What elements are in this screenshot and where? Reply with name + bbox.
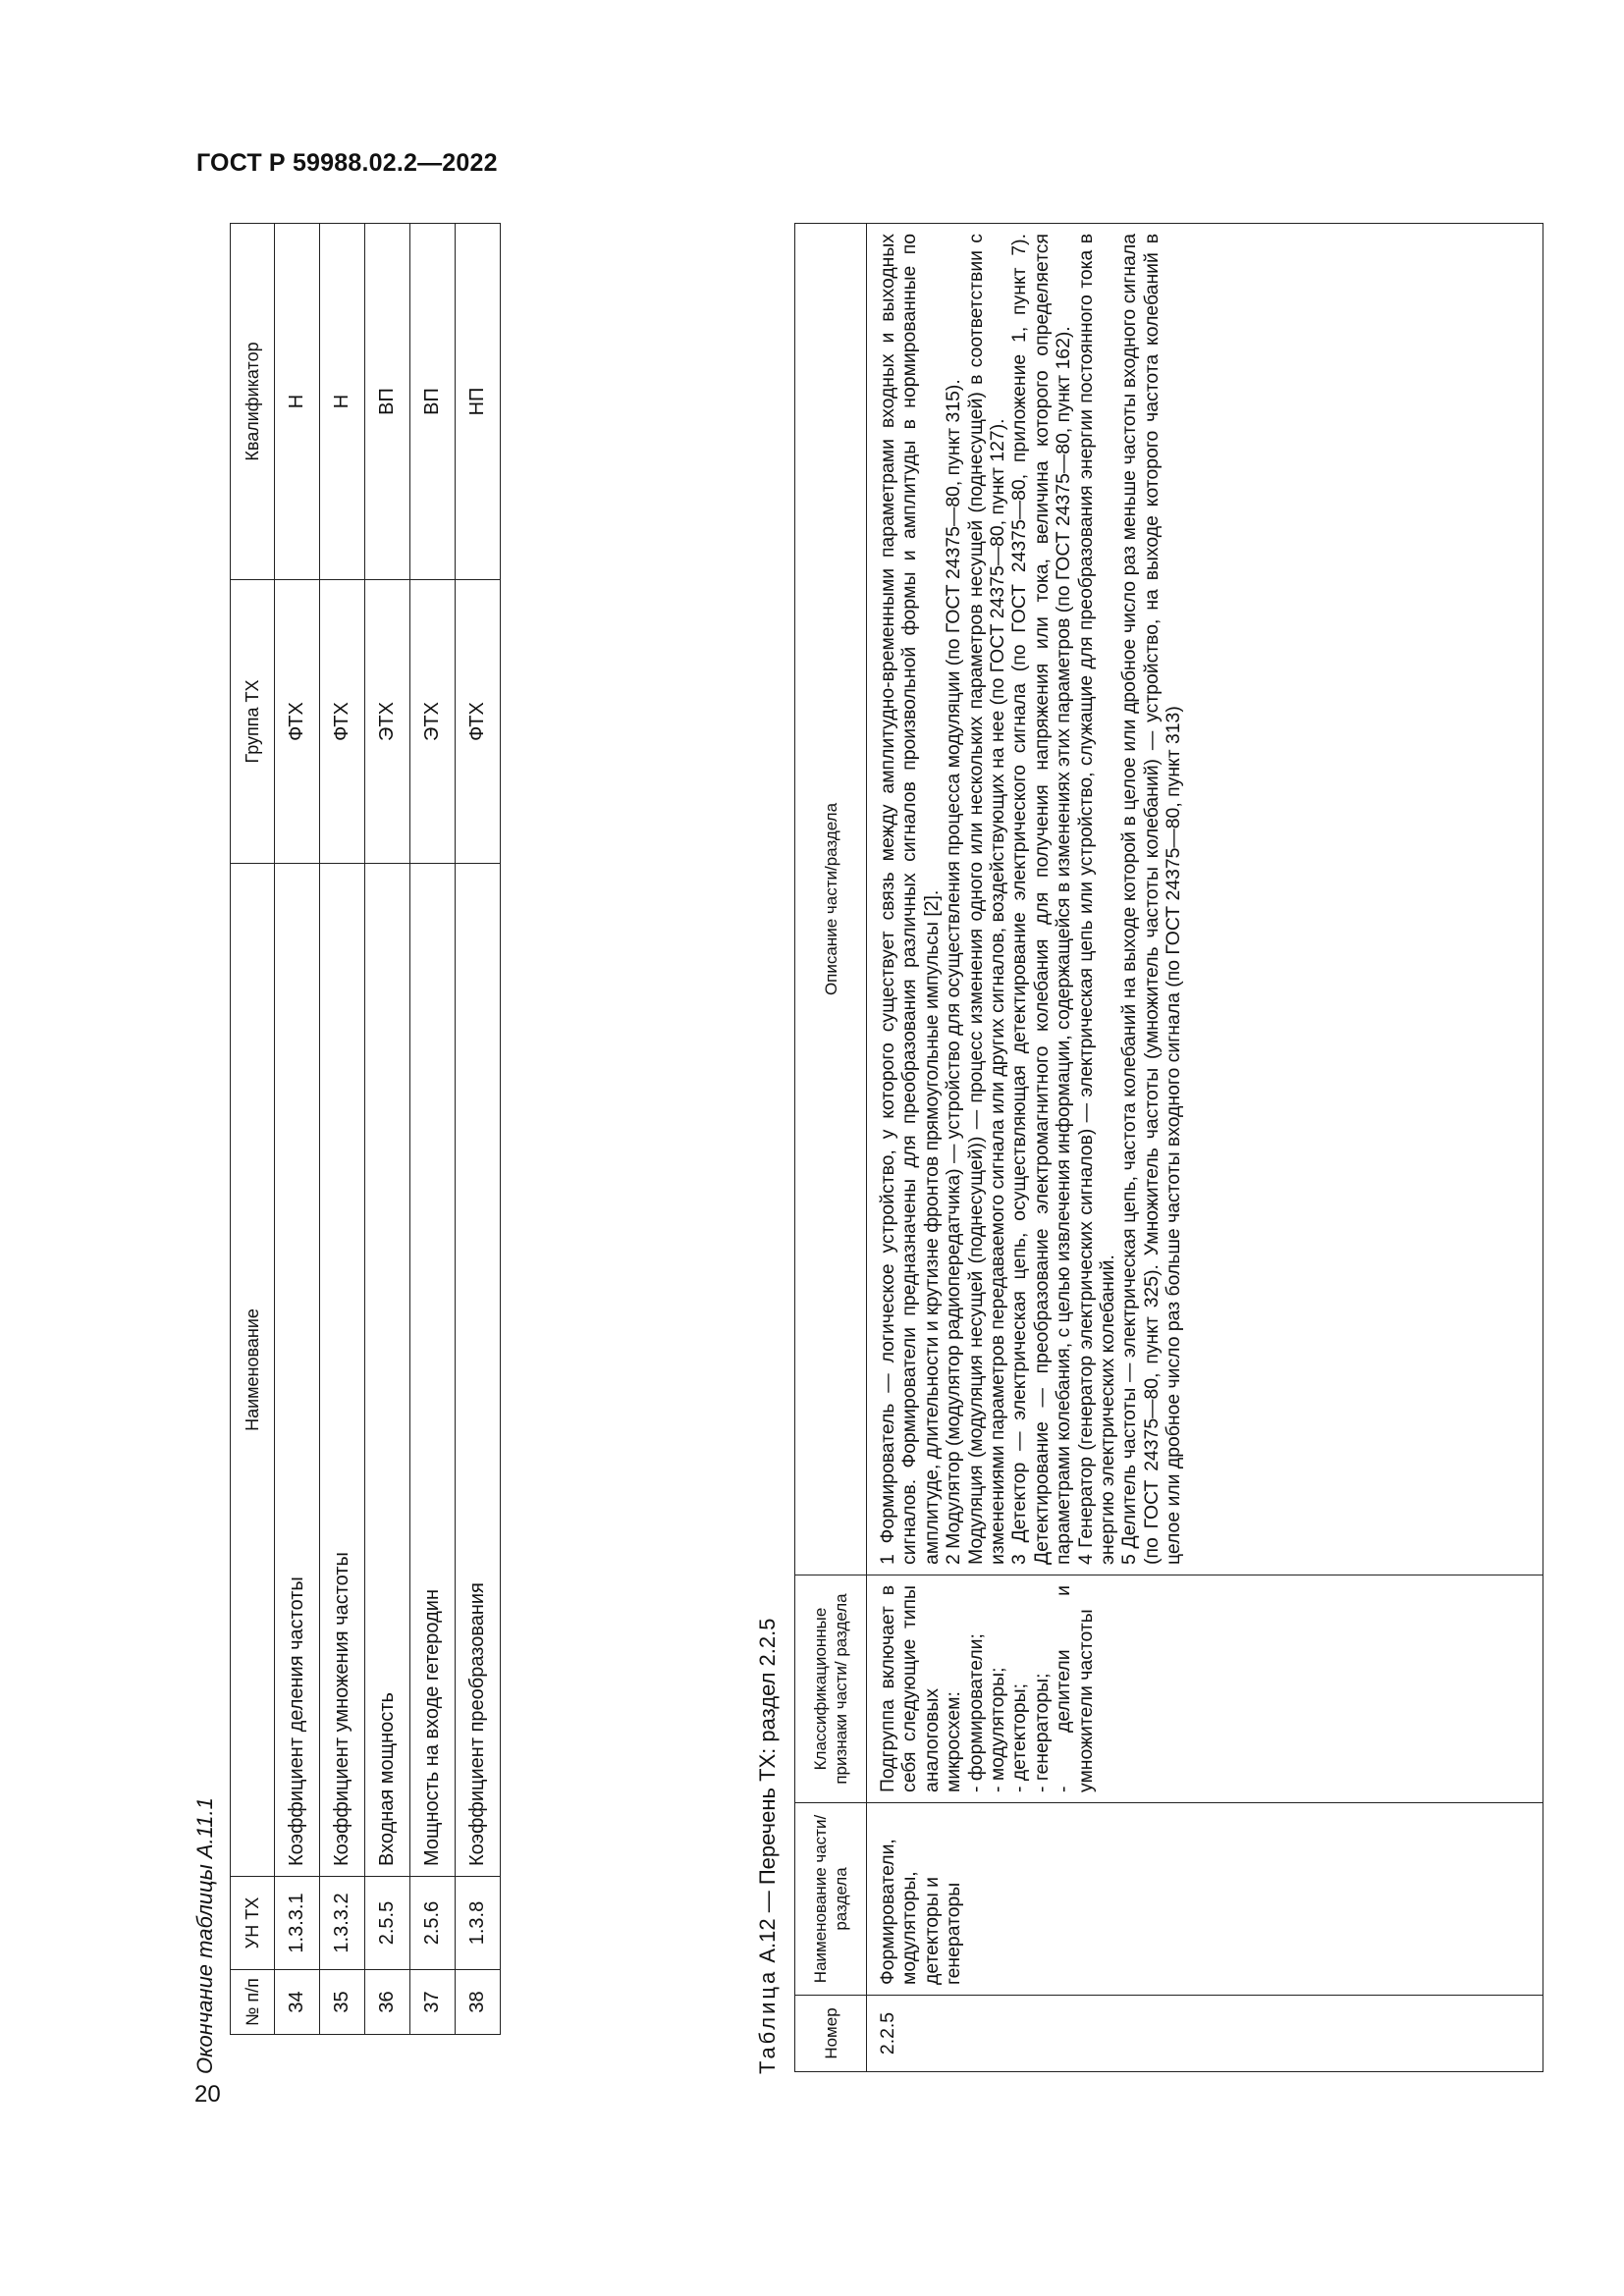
table-cell: ЭТХ (365, 580, 410, 864)
column-header: Наименование части/раздела (795, 1803, 867, 1996)
table-cell: 2.5.6 (410, 1877, 456, 1970)
document-header: ГОСТ Р 59988.02.2—2022 (196, 149, 498, 177)
table-cell: ЭТХ (410, 580, 456, 864)
table-cell: 35 (320, 1970, 365, 2035)
table-cell: ФТХ (456, 580, 501, 864)
table-a12 (794, 223, 1543, 2072)
table-header-row (795, 224, 867, 2072)
table-cell: Коэффициент деления частоты (275, 864, 320, 1877)
table-cell: ВП (410, 224, 456, 580)
table-row (365, 224, 410, 2035)
page-number: 20 (194, 2081, 221, 2108)
feature-line: - детекторы; (1008, 1682, 1031, 1792)
column-header: № п/п (231, 1970, 275, 2035)
table-row (410, 224, 456, 2035)
table-cell: Коэффициент умножения частоты (320, 864, 365, 1877)
table-cell: Мощность на входе гетеродин (410, 864, 456, 1877)
table-cell: Коэффициент преобразования (456, 864, 501, 1877)
table-cell: 37 (410, 1970, 456, 2035)
table-cell-description (867, 224, 1543, 1575)
table-cell: 38 (456, 1970, 501, 2035)
table-row (275, 224, 320, 2035)
description-paragraph: 5 Делитель частоты — электрическая цепь, частота колебаний на выходе которой в целое или дробное число раз меньше частоты входного сигнала (по ГОСТ 24375—80, пункт 325). Умножитель частоты (умножитель частоты колебаний) — устройство, на выходе которого частота колебаний в целое или дробное число раз больше частоты входного сигнала (по ГОСТ 24375—80, пункт 313) (1118, 234, 1185, 1565)
table-a12-caption (755, 1619, 781, 2074)
table-cell: ФТХ (320, 580, 365, 864)
column-header: Классификационные признаки части/ раздела (795, 1575, 867, 1803)
description-paragraph: 4 Генератор (генератор электрических сигналов) — электрическая цепь или устройство, служащие для преобразования энергии постоянного тока в энергию электрических колебаний. (1074, 234, 1119, 1565)
table-cell: Входная мощность (365, 864, 410, 1877)
feature-line: Подгруппа включает в себя следующие типы аналоговых микросхем: (877, 1585, 965, 1792)
table-cell-name: Формирователи, модуляторы, детекторы и генераторы (867, 1803, 1543, 1996)
column-header: Номер (795, 1996, 867, 2072)
table-cell: 1.3.3.1 (275, 1877, 320, 1970)
table-cell: ВП (365, 224, 410, 580)
description-paragraph: 1 Формирователь — логическое устройство, у которого существует связь между амплитудно-временными параметрами входных и выходных сигналов. Формирователи предназначены для преобразования различных сигналов произвольной формы и амплитуды в нормированные по амплитуде, длительности и крутизне фронтов прямоугольные импульсы [2]. (877, 234, 943, 1565)
table-cell: Н (275, 224, 320, 580)
table-cell: 1.3.8 (456, 1877, 501, 1970)
column-header: УН ТХ (231, 1877, 275, 1970)
table-cell: 34 (275, 1970, 320, 2035)
description-paragraph: 2 Модулятор (модулятор радиопередатчика) — устройство для осуществления процесса модуляции (по ГОСТ 24375—80, пункт 315). (943, 379, 965, 1565)
table-cell-features (867, 1575, 1543, 1803)
table-a11-caption: Окончание таблицы А.11.1 (192, 1797, 217, 2074)
table-a12-caption-rest: А.12 — Перечень ТХ: раздел 2.2.5 (755, 1618, 780, 1969)
column-header: Группа ТХ (231, 580, 275, 864)
feature-line: - генераторы; (1030, 1673, 1053, 1792)
feature-line: - модуляторы; (987, 1667, 1009, 1792)
rotated-content (192, 224, 1432, 2074)
table-cell: 2.5.5 (365, 1877, 410, 1970)
table-row (867, 224, 1543, 2072)
table-a11 (230, 223, 501, 2035)
column-header: Квалификатор (231, 224, 275, 580)
column-header: Описание части/раздела (795, 224, 867, 1575)
table-header-row (231, 224, 275, 2035)
feature-line: - делители и умножители частоты (1053, 1585, 1097, 1792)
table-row (320, 224, 365, 2035)
column-header: Наименование (231, 864, 275, 1877)
table-row (456, 224, 501, 2035)
table-cell: 1.3.3.2 (320, 1877, 365, 1970)
table-cell: НП (456, 224, 501, 580)
table-cell: 36 (365, 1970, 410, 2035)
description-paragraph: Модуляция (модуляция несущей (поднесущей)) — процесс изменения одного или нескольких параметров несущей (поднесущей) в соответствии с изменениями параметров передаваемого сигнала или других сигналов, воздействующих на нее (по ГОСТ 24375—80, пункт 127). (964, 234, 1009, 1565)
table-cell: Н (320, 224, 365, 580)
description-paragraph: 3 Детектор — электрическая цепь, осуществляющая детектирование электрического сигнала (по ГОСТ 24375—80, приложение 1, пункт 7). Детектирование — преобразование электромагнитного колебания для получения напряжения или тока, величина которого определяется параметрами колебания, с целью извлечения информации, содержащейся в изменениях этих параметров (по ГОСТ 24375—80, пункт 162). (1008, 234, 1075, 1565)
table-cell: ФТХ (275, 580, 320, 864)
table-cell-number: 2.2.5 (867, 1996, 1543, 2072)
table-a12-caption-prefix: Таблица (755, 1968, 780, 2074)
feature-line: - формирователи; (964, 1633, 987, 1792)
